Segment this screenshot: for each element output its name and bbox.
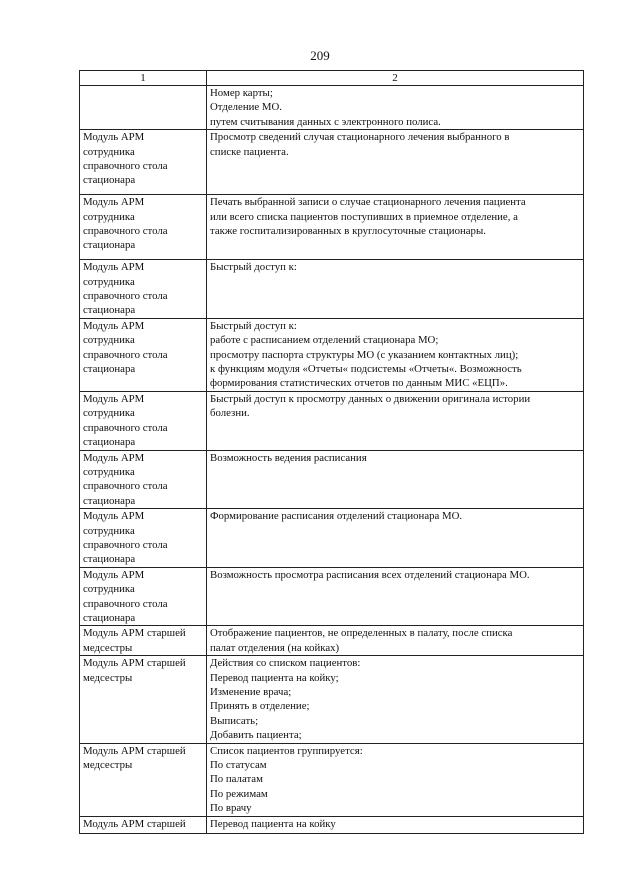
cell-line: стационара (83, 304, 136, 317)
cell-line: медсестры (83, 641, 133, 654)
module-cell (80, 450, 207, 509)
cell-line: стационара (83, 494, 136, 507)
cell-line: Отображение пациентов, не определенных в палату, после списка (210, 627, 513, 640)
function-cell (207, 626, 584, 656)
cell-line: стационара (83, 611, 136, 624)
function-cell (207, 260, 584, 319)
cell-line: Модуль АРМ старшей (83, 657, 186, 670)
table-row (80, 450, 584, 509)
cell-line: Модуль АРМ старшей (83, 627, 186, 640)
cell-line: справочного стола (83, 480, 168, 493)
function-cell (207, 86, 584, 130)
table-header-row (80, 71, 584, 86)
function-cell (207, 567, 584, 626)
table-row (80, 130, 584, 195)
function-cell (207, 195, 584, 260)
cell-line: медсестры (83, 671, 133, 684)
cell-line: справочного стола (83, 348, 168, 361)
table-row (80, 743, 584, 816)
cell-line: Добавить пациента; (210, 729, 302, 742)
table-row (80, 656, 584, 743)
cell-line: стационара (83, 239, 136, 252)
cell-line: сотрудника (83, 145, 135, 158)
table-row (80, 260, 584, 319)
cell-line: сотрудника (83, 583, 135, 596)
cell-line: Действия со списком пациентов: (210, 657, 361, 670)
table-row (80, 318, 584, 391)
cell-line: Модуль АРМ (83, 568, 145, 581)
cell-line: Модуль АРМ (83, 510, 145, 523)
function-cell (207, 130, 584, 195)
cell-line: справочного стола (83, 225, 168, 238)
cell-line: формирования статистических отчетов по данным МИС «ЕЦП». (210, 377, 508, 390)
table-row (80, 816, 584, 833)
cell-line: палат отделения (на койках) (210, 641, 340, 654)
table-row (80, 567, 584, 626)
cell-line: или всего списка пациентов поступивших в приемное отделение, а (210, 210, 518, 223)
function-cell (207, 816, 584, 833)
cell-line: Просмотр сведений случая стационарного лечения выбранного в (210, 131, 510, 144)
table-row (80, 195, 584, 260)
cell-line: Возможность ведения расписания (210, 451, 367, 464)
cell-line: Модуль АРМ (83, 392, 145, 405)
cell-line: сотрудника (83, 524, 135, 537)
cell-line: справочного стола (83, 597, 168, 610)
cell-line: Печать выбранной записи о случае стационарного лечения пациента (210, 196, 526, 209)
table-row (80, 626, 584, 656)
module-cell (80, 567, 207, 626)
cell-line: Модуль АРМ старшей (83, 744, 186, 757)
cell-line: просмотру паспорта структуры МО (с указанием контактных лиц); (210, 348, 519, 361)
page-number: 209 (310, 48, 330, 63)
cell-line: стационара (83, 174, 136, 187)
column-header-2: 2 (207, 71, 584, 86)
function-cell (207, 509, 584, 568)
module-cell (80, 260, 207, 319)
cell-line: Модуль АРМ (83, 261, 145, 274)
module-cell (80, 318, 207, 391)
requirements-table (79, 70, 584, 834)
module-cell (80, 130, 207, 195)
cell-line: списке пациента. (210, 145, 289, 158)
module-cell (80, 656, 207, 743)
cell-line: сотрудника (83, 210, 135, 223)
cell-line: медсестры (83, 759, 133, 772)
function-cell (207, 450, 584, 509)
cell-line: справочного стола (83, 538, 168, 551)
cell-line: Формирование расписания отделений стационара МО. (210, 510, 463, 523)
table-row (80, 509, 584, 568)
cell-line: Быстрый доступ к просмотру данных о движении оригинала истории (210, 392, 531, 405)
cell-line: путем считывания данных с электронного полиса. (210, 115, 441, 128)
cell-line: Модуль АРМ (83, 131, 145, 144)
function-cell (207, 318, 584, 391)
module-cell (80, 195, 207, 260)
cell-line: Принять в отделение; (210, 700, 310, 713)
function-cell (207, 656, 584, 743)
table-row (80, 86, 584, 130)
module-cell (80, 391, 207, 450)
cell-line: По режимам (210, 787, 268, 800)
module-cell (80, 816, 207, 833)
cell-line: работе с расписанием отделений стационара МО; (210, 334, 439, 347)
cell-line: справочного стола (83, 421, 168, 434)
cell-line: также госпитализированных в круглосуточные стационары. (210, 225, 486, 238)
cell-line: Модуль АРМ старшей (83, 817, 186, 830)
cell-line: Модуль АРМ (83, 451, 145, 464)
function-cell (207, 391, 584, 450)
function-cell (207, 743, 584, 816)
cell-line: сотрудника (83, 465, 135, 478)
cell-line: По статусам (210, 759, 267, 772)
cell-line: По врачу (210, 802, 252, 815)
cell-line: Изменение врача; (210, 686, 292, 698)
cell-line: справочного стола (83, 290, 168, 303)
module-cell (80, 509, 207, 568)
cell-line: сотрудника (83, 275, 135, 288)
cell-line: Выписать; (210, 714, 259, 727)
column-header-1: 1 (80, 71, 207, 86)
cell-line: Модуль АРМ (83, 319, 145, 332)
cell-line: сотрудника (83, 334, 135, 347)
cell-line: Быстрый доступ к: (210, 261, 297, 274)
module-cell (80, 626, 207, 656)
table-row (80, 391, 584, 450)
module-cell (80, 86, 207, 130)
cell-line: Модуль АРМ (83, 196, 145, 209)
cell-line: болезни. (210, 407, 250, 420)
cell-line: Список пациентов группируется: (210, 744, 363, 757)
cell-line: Номер карты; (210, 87, 273, 99)
cell-line: справочного стола (83, 160, 168, 173)
cell-line: Перевод пациента на койку; (210, 671, 339, 684)
cell-line: Возможность просмотра расписания всех отделений стационара МО. (210, 568, 530, 581)
cell-line: Перевод пациента на койку (210, 817, 336, 830)
module-cell (80, 743, 207, 816)
cell-line: Отделение МО. (210, 101, 282, 114)
cell-line: стационара (83, 436, 136, 449)
cell-line: стационара (83, 363, 136, 376)
table-body (80, 86, 584, 834)
cell-line: сотрудника (83, 407, 135, 420)
cell-line: По палатам (210, 773, 263, 786)
cell-line: стационара (83, 553, 136, 566)
cell-line: Быстрый доступ к: (210, 319, 297, 332)
cell-line: к функциям модуля «Отчеты« подсистемы «Отчеты«. Возможность (210, 363, 522, 376)
